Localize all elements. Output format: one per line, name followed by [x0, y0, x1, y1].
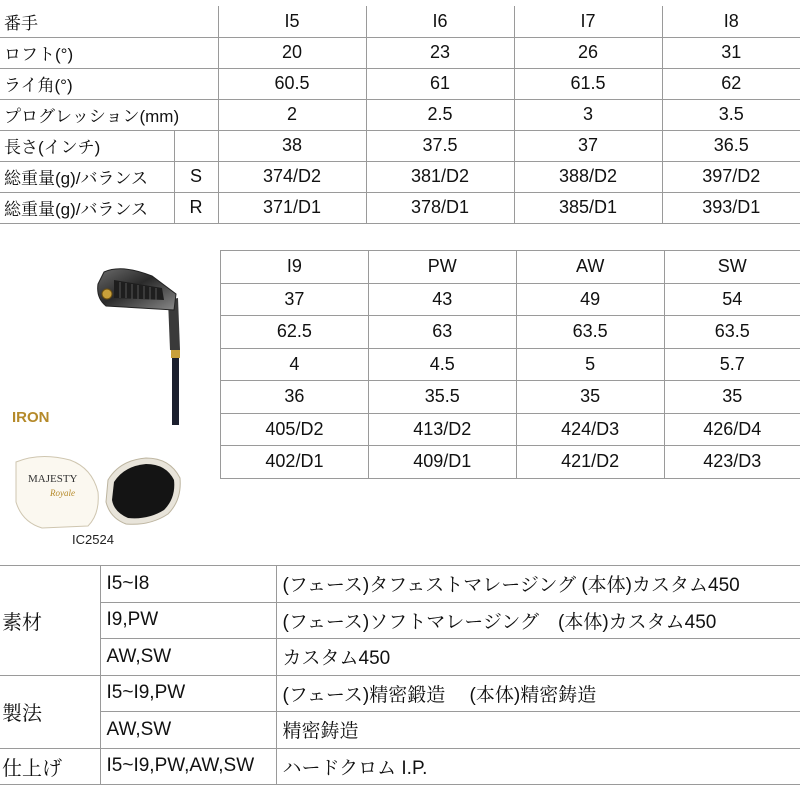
cell: 60.5 [218, 68, 366, 99]
row-label: 長さ(インチ) [0, 130, 174, 161]
cell: 378/D1 [366, 192, 514, 223]
row-label: 総重量(g)/バランス [0, 192, 174, 223]
cell: I9 [221, 251, 369, 284]
cell: 63.5 [664, 316, 800, 349]
table-row [221, 413, 800, 446]
clubs-cell: I9,PW [100, 602, 276, 639]
cell: 413/D2 [368, 413, 516, 446]
row-sublabel: R [174, 192, 218, 223]
cell: 61 [366, 68, 514, 99]
clubs-cell: I5~I9,PW,AW,SW [100, 748, 276, 785]
iron-club-image [92, 258, 192, 428]
cell: 5 [516, 348, 664, 381]
row-sublabel [174, 130, 218, 161]
group-label-manufacturing: 製法 [0, 675, 100, 748]
cell: 402/D1 [221, 446, 369, 479]
cell: 385/D1 [514, 192, 662, 223]
cell: 388/D2 [514, 161, 662, 192]
cell: 49 [516, 283, 664, 316]
cell: 374/D2 [218, 161, 366, 192]
head-cover-image [10, 452, 210, 532]
row-label: ライ角(°) [0, 68, 218, 99]
clubs-cell: I5~I8 [100, 566, 276, 603]
spec-cell: (フェース)精密鍛造 (本体)精密鋳造 [276, 675, 800, 712]
table-row [0, 748, 800, 785]
cell: I7 [514, 6, 662, 37]
row-sublabel: S [174, 161, 218, 192]
table-row [0, 566, 800, 603]
clubs-cell: AW,SW [100, 639, 276, 676]
cell: 26 [514, 37, 662, 68]
cell: SW [664, 251, 800, 284]
table-row [0, 6, 800, 37]
cell: 405/D2 [221, 413, 369, 446]
cell: 4 [221, 348, 369, 381]
cell: 63 [368, 316, 516, 349]
table-row [0, 192, 800, 223]
cover-label: IC2524 [72, 532, 114, 547]
table-row [221, 316, 800, 349]
table-row [221, 251, 800, 284]
cell: 423/D3 [664, 446, 800, 479]
spec-cell: (フェース)タフェストマレージング (本体)カスタム450 [276, 566, 800, 603]
row-label: プログレッション(mm) [0, 99, 218, 130]
row-label: 総重量(g)/バランス [0, 161, 174, 192]
row-label: 番手 [0, 6, 218, 37]
cell: I6 [366, 6, 514, 37]
cell: 43 [368, 283, 516, 316]
cell: 424/D3 [516, 413, 664, 446]
table-row [221, 348, 800, 381]
cell: 3 [514, 99, 662, 130]
cell: 23 [366, 37, 514, 68]
cell: 393/D1 [662, 192, 800, 223]
cell: 426/D4 [664, 413, 800, 446]
cell: 421/D2 [516, 446, 664, 479]
spec-cell: 精密鋳造 [276, 712, 800, 749]
cell: 37 [221, 283, 369, 316]
cell: 63.5 [516, 316, 664, 349]
table-row [0, 639, 800, 676]
cover-brand-text: MAJESTY [28, 473, 78, 485]
table-row [0, 712, 800, 749]
cell: 3.5 [662, 99, 800, 130]
table-row [0, 602, 800, 639]
table-row [221, 446, 800, 479]
cell: 5.7 [664, 348, 800, 381]
cell: 62.5 [221, 316, 369, 349]
cell: AW [516, 251, 664, 284]
cell: 54 [664, 283, 800, 316]
clubs-cell: I5~I9,PW [100, 675, 276, 712]
table-row [0, 37, 800, 68]
cell: 62 [662, 68, 800, 99]
cell: 381/D2 [366, 161, 514, 192]
table-row [0, 68, 800, 99]
spec-table-bottom [220, 250, 800, 479]
cell: 31 [662, 37, 800, 68]
cell: 36.5 [662, 130, 800, 161]
cell: 37.5 [366, 130, 514, 161]
spec-cell: ハードクロム I.P. [276, 748, 800, 785]
spec-table-top [0, 6, 800, 224]
group-label-material: 素材 [0, 566, 100, 676]
cell: 2.5 [366, 99, 514, 130]
cell: 20 [218, 37, 366, 68]
iron-label: IRON [12, 409, 50, 426]
cover-script-text: Royale [50, 488, 75, 498]
cell: 37 [514, 130, 662, 161]
group-label-finish: 仕上げ [0, 748, 100, 785]
spec-cell: (フェース)ソフトマレージング (本体)カスタム450 [276, 602, 800, 639]
cell: I8 [662, 6, 800, 37]
row-label: ロフト(°) [0, 37, 218, 68]
cell: PW [368, 251, 516, 284]
table-row [0, 675, 800, 712]
cell: 36 [221, 381, 369, 414]
clubs-cell: AW,SW [100, 712, 276, 749]
table-row [0, 130, 800, 161]
cell: 4.5 [368, 348, 516, 381]
cell: 38 [218, 130, 366, 161]
table-row [221, 381, 800, 414]
cell: 35.5 [368, 381, 516, 414]
spec-cell: カスタム450 [276, 639, 800, 676]
cell: 409/D1 [368, 446, 516, 479]
cell: 35 [516, 381, 664, 414]
table-row [0, 99, 800, 130]
cell: 2 [218, 99, 366, 130]
materials-table [0, 565, 800, 785]
cell: 61.5 [514, 68, 662, 99]
table-row [0, 161, 800, 192]
cell: 397/D2 [662, 161, 800, 192]
cell: 35 [664, 381, 800, 414]
table-row [221, 283, 800, 316]
cell: 371/D1 [218, 192, 366, 223]
cell: I5 [218, 6, 366, 37]
